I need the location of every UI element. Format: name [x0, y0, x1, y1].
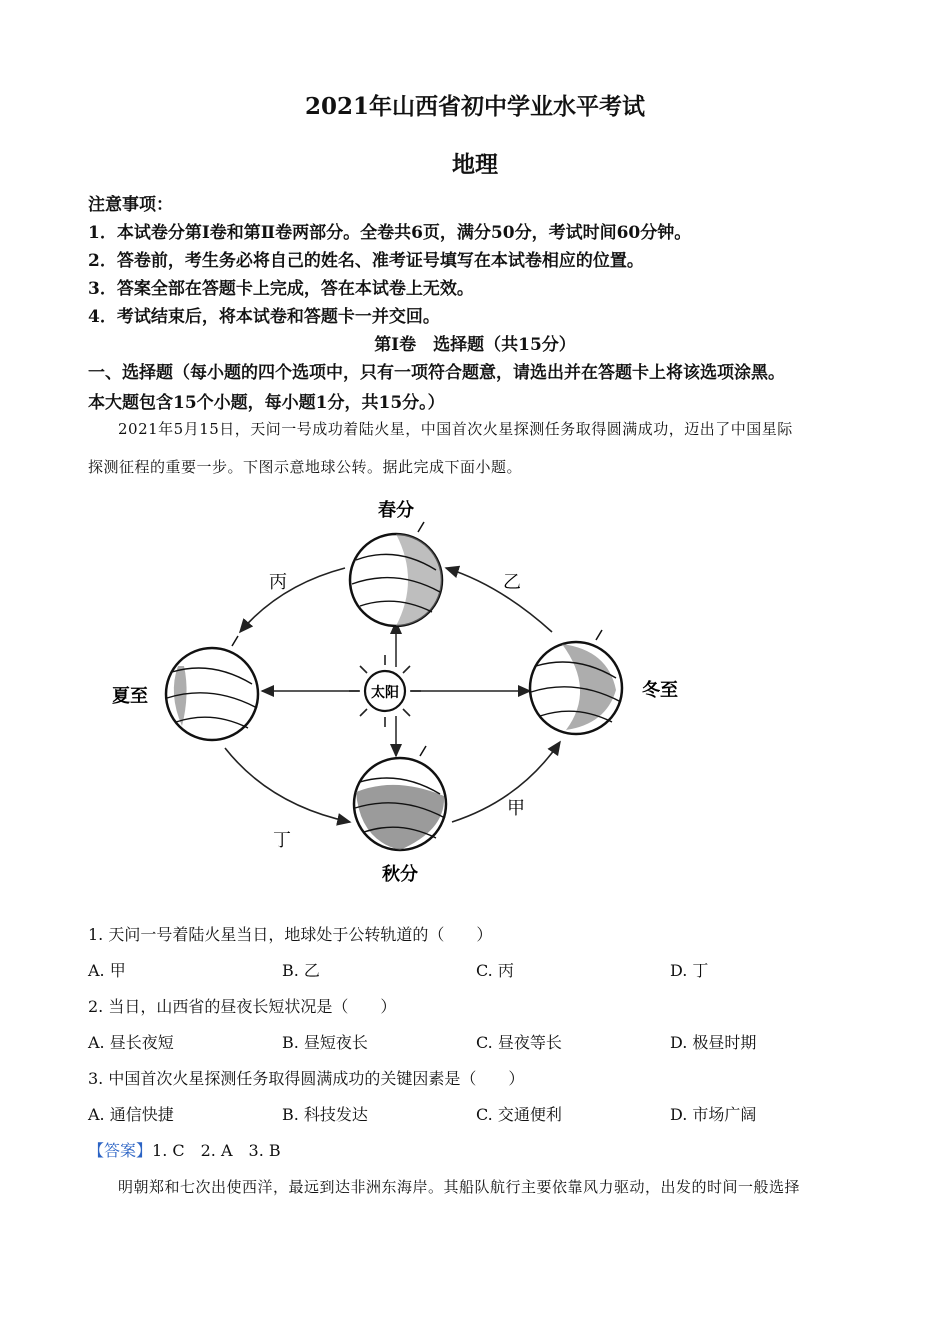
q1-option-c: C. 丙: [476, 961, 514, 980]
q2-option-a: A. 昼长夜短: [88, 1033, 174, 1052]
section-instruction-1: 一、选择题（每小题的四个选项中，只有一项符合题意，请选出并在答题卡上将该选项涂黑。: [88, 363, 785, 383]
q2-option-c: C. 昼夜等长: [476, 1033, 562, 1052]
q3-option-a: A. 通信快捷: [88, 1105, 174, 1124]
q2-option-d: D. 极昼时期: [670, 1033, 757, 1052]
question-1-stem: 1. 天问一号着陆火星当日，地球处于公转轨道的（ ）: [88, 925, 493, 944]
q2-option-b: B. 昼短夜长: [282, 1033, 368, 1052]
note-item-1: 1．本试卷分第Ⅰ卷和第Ⅱ卷两部分。全卷共6页，满分50分，考试时间60分钟。: [88, 223, 692, 243]
orbit-arc-bing: [240, 568, 345, 632]
summer-globe: [166, 636, 258, 740]
autumn-globe: [354, 746, 446, 850]
answer-text: 1. C 2. A 3. B: [152, 1141, 281, 1160]
label-spring: 春分: [378, 500, 414, 521]
earth-revolution-diagram: [90, 490, 710, 890]
passage-line-2: 探测征程的重要一步。下图示意地球公转。据此完成下面小题。: [88, 458, 523, 476]
notes-heading: 注意事项：: [88, 195, 173, 215]
spring-globe: [350, 522, 442, 626]
subject-title: 地理: [452, 151, 498, 178]
note-item-2: 2．答卷前，考生务必将自己的姓名、准考证号填写在本试卷相应的位置。: [88, 251, 644, 271]
label-ding: 丁: [273, 830, 291, 851]
orbit-arc-ding: [225, 748, 350, 822]
q3-option-c: C. 交通便利: [476, 1105, 562, 1124]
sun-label: 太阳: [371, 685, 399, 701]
label-summer: 夏至: [112, 686, 148, 707]
question-3-stem: 3. 中国首次火星探测任务取得圆满成功的关键因素是（ ）: [88, 1069, 525, 1088]
note-item-4: 4．考试结束后，将本试卷和答题卡一并交回。: [88, 307, 440, 327]
label-autumn: 秋分: [382, 864, 418, 885]
label-winter: 冬至: [642, 680, 678, 701]
label-bing: 丙: [269, 572, 287, 593]
passage-line-1: 2021年5月15日，天问一号成功着陆火星，中国首次火星探测任务取得圆满成功，迈出了中国星际: [118, 420, 793, 438]
q1-option-b: B. 乙: [282, 961, 320, 980]
q3-option-d: D. 市场广阔: [670, 1105, 757, 1124]
label-yi: 乙: [503, 572, 521, 593]
answer-tag: 【答案】: [88, 1141, 153, 1160]
q3-option-b: B. 科技发达: [282, 1105, 368, 1124]
next-passage-line-1: 明朝郑和七次出使西洋，最远到达非洲东海岸。其船队航行主要依靠风力驱动，出发的时间一般选择: [118, 1178, 801, 1196]
section-instruction-2: 本大题包含15个小题，每小题1分，共15分。）: [88, 393, 445, 413]
q1-option-a: A. 甲: [88, 961, 126, 980]
note-item-3: 3．答案全部在答题卡上完成，答在本试卷上无效。: [88, 279, 474, 299]
answer-line: [88, 1138, 281, 1161]
question-2-stem: 2. 当日，山西省的昼夜长短状况是（ ）: [88, 997, 397, 1016]
section-title: 第Ⅰ卷 选择题（共15分）: [374, 335, 576, 355]
q1-option-d: D. 丁: [670, 961, 709, 980]
winter-globe: [530, 630, 622, 734]
exam-title: 2021年山西省初中学业水平考试: [304, 93, 645, 120]
orbit-arc-yi: [446, 568, 552, 632]
orbit-arc-jia: [452, 742, 560, 822]
label-jia: 甲: [507, 798, 525, 819]
